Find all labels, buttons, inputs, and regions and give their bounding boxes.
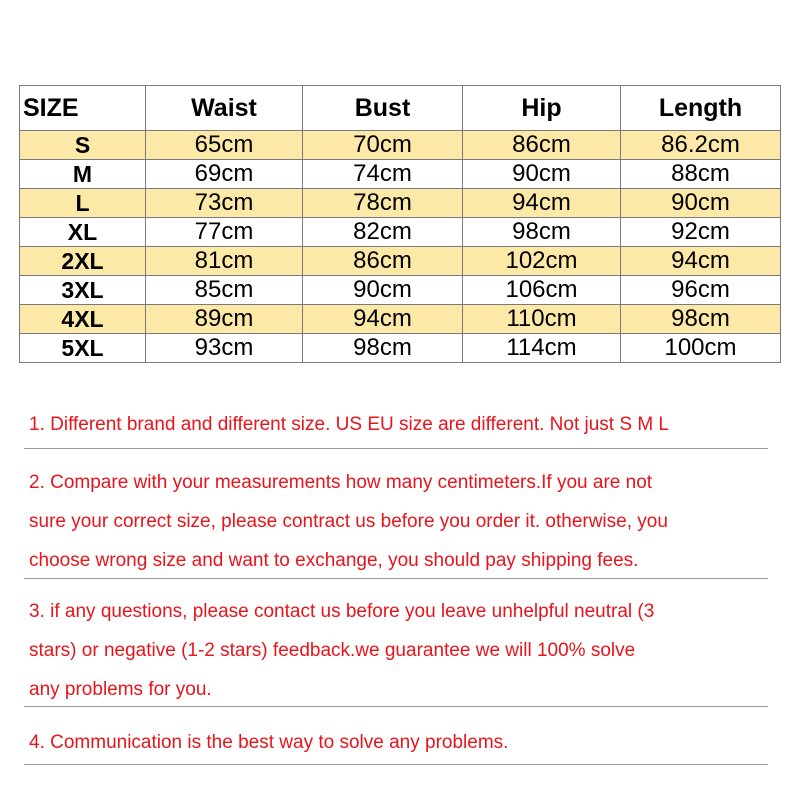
- table-row: [20, 334, 781, 363]
- size-cell: XL: [20, 218, 146, 247]
- bust-cell: 70cm: [303, 131, 463, 160]
- size-cell: 3XL: [20, 276, 146, 305]
- bust-cell: 74cm: [303, 160, 463, 189]
- table-row: [20, 131, 781, 160]
- note-line: sure your correct size, please contract us before you order it. otherwise, you: [29, 511, 668, 532]
- bust-cell: 98cm: [303, 334, 463, 363]
- length-cell: 88cm: [621, 160, 781, 189]
- note-communication: [29, 723, 767, 762]
- note-divider: [24, 448, 768, 449]
- hip-cell: 106cm: [463, 276, 621, 305]
- note-line: stars) or negative (1-2 stars) feedback.we guarantee we will 100% solve: [29, 640, 636, 661]
- table-row: [20, 305, 781, 334]
- table-row: [20, 218, 781, 247]
- bust-cell: 82cm: [303, 218, 463, 247]
- hip-cell: 90cm: [463, 160, 621, 189]
- note-line: 4. Communication is the best way to solve any problems.: [29, 732, 509, 753]
- waist-cell: 69cm: [146, 160, 303, 189]
- note-divider: [24, 706, 768, 707]
- length-cell: 96cm: [621, 276, 781, 305]
- bust-cell: 90cm: [303, 276, 463, 305]
- size-cell: L: [20, 189, 146, 218]
- size-cell: S: [20, 131, 146, 160]
- table-row: [20, 276, 781, 305]
- bust-cell: 86cm: [303, 247, 463, 276]
- note-line: 2. Compare with your measurements how many centimeters.If you are not: [29, 472, 653, 493]
- table-row: [20, 189, 781, 218]
- waist-cell: 85cm: [146, 276, 303, 305]
- table-row: [20, 160, 781, 189]
- note-divider: [24, 578, 768, 579]
- note-line: any problems for you.: [29, 679, 212, 700]
- hip-cell: 114cm: [463, 334, 621, 363]
- note-compare-measurements: [29, 463, 767, 580]
- hip-cell: 86cm: [463, 131, 621, 160]
- hip-cell: 110cm: [463, 305, 621, 334]
- length-cell: 92cm: [621, 218, 781, 247]
- header-size: SIZE: [20, 86, 146, 131]
- bust-cell: 94cm: [303, 305, 463, 334]
- note-line: 3. if any questions, please contact us before you leave unhelpful neutral (3: [29, 601, 655, 622]
- table-row: [20, 247, 781, 276]
- waist-cell: 89cm: [146, 305, 303, 334]
- header-hip: Hip: [463, 86, 621, 131]
- table-header-row: [20, 86, 781, 131]
- hip-cell: 102cm: [463, 247, 621, 276]
- note-divider: [24, 764, 768, 765]
- note-line: 1. Different brand and different size. US EU size are different. Not just S M L: [29, 414, 669, 435]
- header-waist: Waist: [146, 86, 303, 131]
- size-cell: 2XL: [20, 247, 146, 276]
- waist-cell: 65cm: [146, 131, 303, 160]
- header-length: Length: [621, 86, 781, 131]
- note-brand-size: [29, 405, 767, 444]
- header-bust: Bust: [303, 86, 463, 131]
- length-cell: 100cm: [621, 334, 781, 363]
- length-cell: 90cm: [621, 189, 781, 218]
- size-cell: 5XL: [20, 334, 146, 363]
- bust-cell: 78cm: [303, 189, 463, 218]
- length-cell: 98cm: [621, 305, 781, 334]
- length-cell: 94cm: [621, 247, 781, 276]
- waist-cell: 93cm: [146, 334, 303, 363]
- hip-cell: 98cm: [463, 218, 621, 247]
- length-cell: 86.2cm: [621, 131, 781, 160]
- note-line: choose wrong size and want to exchange, you should pay shipping fees.: [29, 550, 639, 571]
- waist-cell: 81cm: [146, 247, 303, 276]
- size-cell: M: [20, 160, 146, 189]
- waist-cell: 77cm: [146, 218, 303, 247]
- note-contact-before-feedback: [29, 592, 767, 709]
- size-cell: 4XL: [20, 305, 146, 334]
- waist-cell: 73cm: [146, 189, 303, 218]
- size-chart-table: [19, 85, 781, 363]
- hip-cell: 94cm: [463, 189, 621, 218]
